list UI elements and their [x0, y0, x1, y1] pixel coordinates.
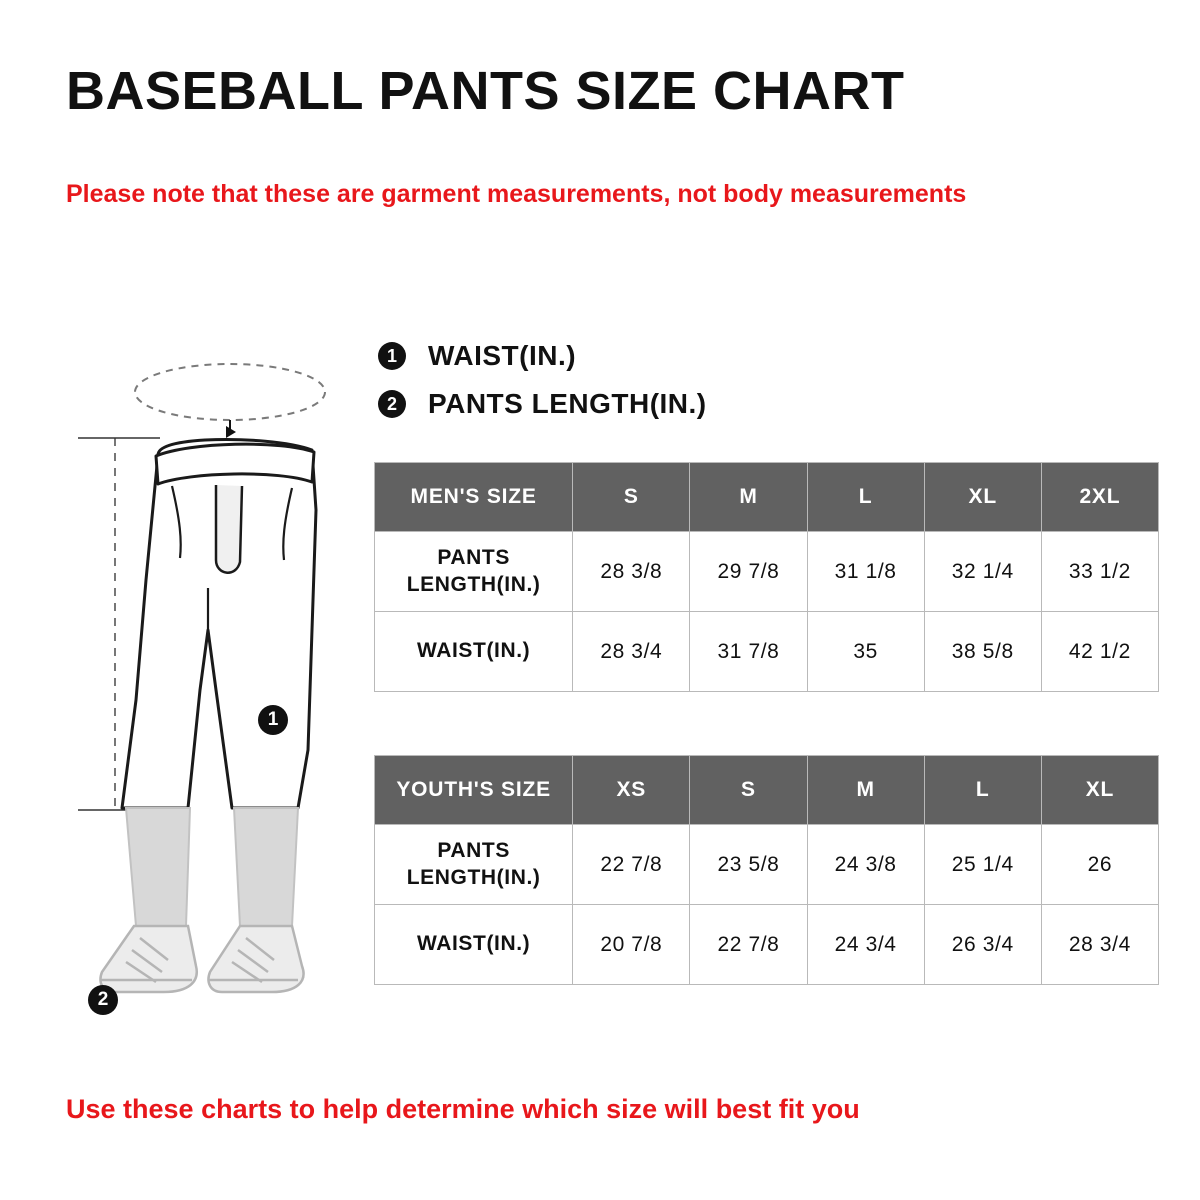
youth-row-label-pants-length: PANTS LENGTH(IN.)	[375, 825, 573, 905]
table-header-row	[375, 463, 1159, 532]
legend-item-waist	[378, 332, 707, 380]
mens-size-header: MEN'S SIZE	[375, 463, 573, 532]
youth-waist-s: 22 7/8	[690, 905, 807, 985]
page-title: BASEBALL PANTS SIZE CHART	[66, 61, 905, 121]
footer-note: Use these charts to help determine which size will best fit you	[66, 1094, 860, 1124]
circle-number-2-icon: 2	[378, 390, 406, 418]
youth-col-s: S	[690, 756, 807, 825]
youth-pants-length-xs: 22 7/8	[573, 825, 690, 905]
youth-col-m: M	[807, 756, 924, 825]
mens-col-s: S	[573, 463, 690, 532]
youth-pants-length-s: 23 5/8	[690, 825, 807, 905]
mens-pants-length-2xl: 33 1/2	[1041, 532, 1158, 612]
table-row	[375, 532, 1159, 612]
mens-pants-length-s: 28 3/8	[573, 532, 690, 612]
mens-col-xl: XL	[924, 463, 1041, 532]
mens-col-l: L	[807, 463, 924, 532]
measurement-note: Please note that these are garment measurements, not body measurements	[66, 180, 967, 208]
youth-col-xs: XS	[573, 756, 690, 825]
mens-size-table	[374, 462, 1159, 692]
mens-waist-xl: 38 5/8	[924, 612, 1041, 692]
mens-col-2xl: 2XL	[1041, 463, 1158, 532]
mens-waist-s: 28 3/4	[573, 612, 690, 692]
youth-waist-l: 26 3/4	[924, 905, 1041, 985]
measurement-legend	[378, 332, 707, 428]
table-row	[375, 612, 1159, 692]
mens-pants-length-xl: 32 1/4	[924, 532, 1041, 612]
youth-waist-m: 24 3/4	[807, 905, 924, 985]
table-row	[375, 905, 1159, 985]
youth-pants-length-l: 25 1/4	[924, 825, 1041, 905]
youth-pants-length-m: 24 3/8	[807, 825, 924, 905]
mens-waist-m: 31 7/8	[690, 612, 807, 692]
youth-waist-xs: 20 7/8	[573, 905, 690, 985]
youth-pants-length-xl: 26	[1041, 825, 1158, 905]
figure-marker-length: 2	[88, 985, 118, 1015]
youth-col-l: L	[924, 756, 1041, 825]
youth-waist-xl: 28 3/4	[1041, 905, 1158, 985]
mens-row-label-pants-length: PANTS LENGTH(IN.)	[375, 532, 573, 612]
pants-illustration	[40, 330, 370, 1010]
mens-pants-length-m: 29 7/8	[690, 532, 807, 612]
legend-label-waist: WAIST(IN.)	[428, 340, 577, 371]
mens-waist-2xl: 42 1/2	[1041, 612, 1158, 692]
circle-number-1-icon: 1	[378, 342, 406, 370]
mens-pants-length-l: 31 1/8	[807, 532, 924, 612]
figure-marker-waist: 1	[258, 705, 288, 735]
table-header-row	[375, 756, 1159, 825]
legend-label-pants-length: PANTS LENGTH(IN.)	[428, 388, 707, 419]
youth-size-header: YOUTH'S SIZE	[375, 756, 573, 825]
youth-size-table	[374, 755, 1159, 985]
youth-col-xl: XL	[1041, 756, 1158, 825]
youth-row-label-waist: WAIST(IN.)	[375, 905, 573, 985]
mens-row-label-waist: WAIST(IN.)	[375, 612, 573, 692]
table-row	[375, 825, 1159, 905]
pants-diagram-svg	[40, 330, 370, 1010]
legend-item-pants-length	[378, 380, 707, 428]
mens-waist-l: 35	[807, 612, 924, 692]
mens-col-m: M	[690, 463, 807, 532]
